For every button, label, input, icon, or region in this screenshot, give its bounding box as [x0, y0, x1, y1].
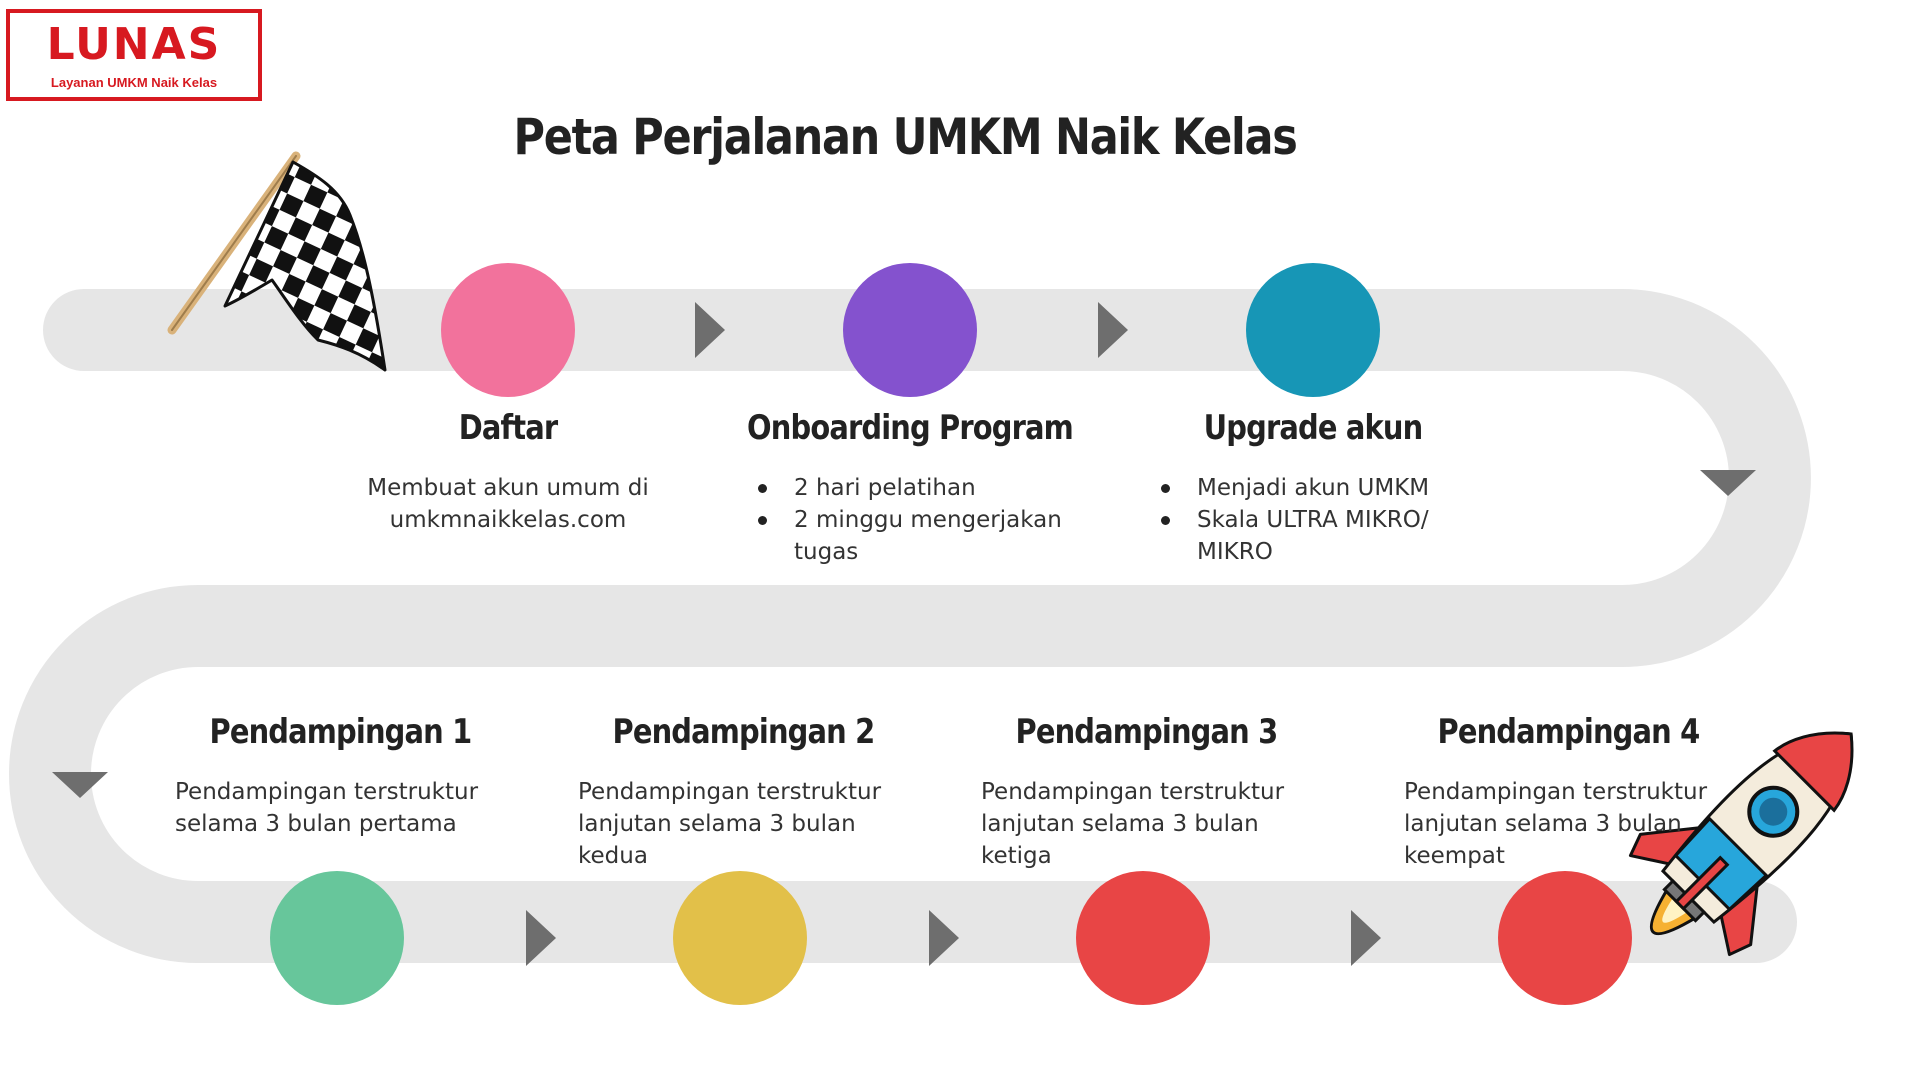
- lunas-logo: [6, 9, 262, 101]
- step-circle-daftar: [441, 263, 575, 397]
- logo-tagline: Layanan UMKM Naik Kelas: [50, 75, 218, 90]
- step-desc-daftar: Membuat akun umum di umkmnaikkelas.com: [367, 475, 649, 533]
- step-title-pendampingan-2: Pendampingan 2: [612, 712, 875, 752]
- step-circle-pendampingan-1: [270, 871, 404, 1005]
- bullet-item: 2 minggu mengerjakan tugas: [752, 504, 1092, 568]
- step-title-onboarding: Onboarding Program: [747, 408, 1073, 448]
- step-title-pendampingan-4: Pendampingan 4: [1437, 712, 1700, 752]
- bullet-item: Skala ULTRA MIKRO/ MIKRO: [1155, 504, 1455, 568]
- step-desc-pendampingan-3: Pendampingan terstruktur lanjutan selama 3 bulan ketiga: [981, 779, 1285, 869]
- logo-word: LUNAS: [46, 19, 222, 70]
- step-desc-pendampingan-4: Pendampingan terstruktur lanjutan selama 3 bulan keempat: [1404, 779, 1708, 869]
- step-desc-pendampingan-2: Pendampingan terstruktur lanjutan selama 3 bulan kedua: [578, 779, 882, 869]
- bullet-item: Menjadi akun UMKM: [1155, 472, 1455, 504]
- step-title-pendampingan-3: Pendampingan 3: [1015, 712, 1278, 752]
- step-title-upgrade: Upgrade akun: [1203, 408, 1423, 448]
- step-circle-pendampingan-2: [673, 871, 807, 1005]
- step-circle-pendampingan-4: [1498, 871, 1632, 1005]
- page-title: Peta Perjalanan UMKM Naik Kelas: [513, 108, 1297, 166]
- step-bullets-upgrade: [1155, 472, 1455, 568]
- step-circle-onboarding: [843, 263, 977, 397]
- step-title-daftar: Daftar: [458, 408, 558, 448]
- step-title-pendampingan-1: Pendampingan 1: [209, 712, 472, 752]
- bullet-item: 2 hari pelatihan: [752, 472, 1092, 504]
- step-circle-upgrade: [1246, 263, 1380, 397]
- step-bullets-onboarding: [752, 472, 1092, 568]
- step-desc-pendampingan-1: Pendampingan terstruktur selama 3 bulan pertama: [175, 779, 479, 837]
- step-circle-pendampingan-3: [1076, 871, 1210, 1005]
